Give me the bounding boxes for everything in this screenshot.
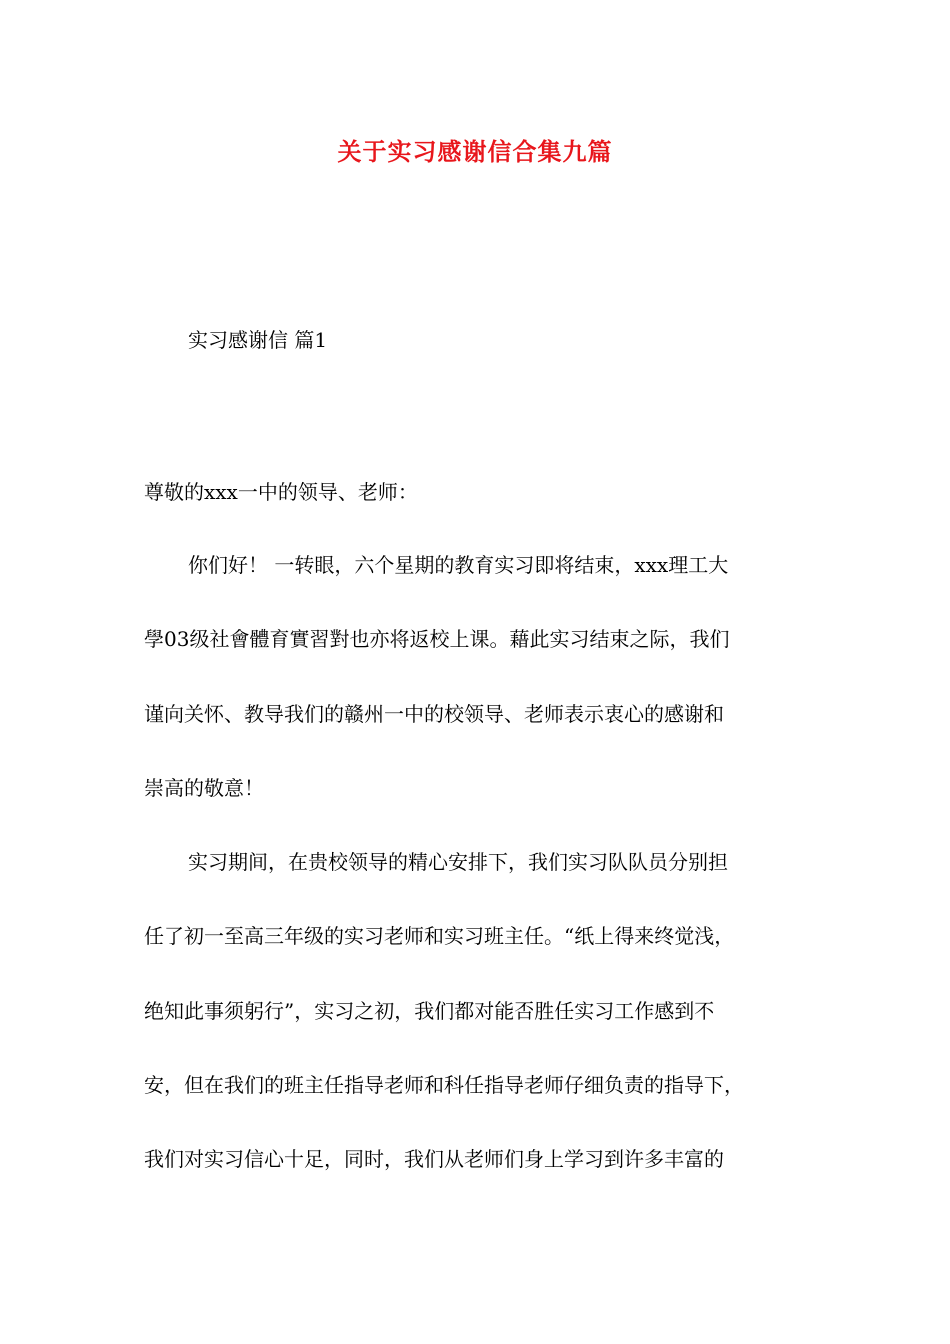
- body-line: 谨向关怀、教导我们的赣州一中的校领导、老师表示衷心的感谢和: [144, 702, 724, 726]
- body-line: 崇高的敬意！: [144, 776, 264, 800]
- document-title: 关于实习感谢信合集九篇: [337, 137, 613, 166]
- body-line: 我们对实习信心十足，同时，我们从老师们身上学习到许多丰富的: [144, 1147, 724, 1171]
- body-line: 实习期间，在贵校领导的精心安排下，我们实习队队员分别担: [188, 850, 728, 874]
- body-line: 绝知此事须躬行”，实习之初，我们都对能否胜任实习工作感到不: [144, 999, 715, 1023]
- section-heading: 实习感谢信 篇1: [188, 328, 328, 352]
- salutation: 尊敬的xxx一中的领导、老师：: [144, 480, 418, 504]
- body-line: 任了初一至高三年级的实习老师和实习班主任。“纸上得来终觉浅，: [144, 924, 735, 948]
- body-line: 安，但在我们的班主任指导老师和科任指导老师仔细负责的指导下，: [144, 1073, 744, 1097]
- body-line: 你们好！ 一转眼，六个星期的教育实习即将结束，xxx理工大: [188, 553, 729, 577]
- body-line: 學03级社會體育實習對也亦将返校上课。藉此实习结束之际，我们: [144, 627, 730, 651]
